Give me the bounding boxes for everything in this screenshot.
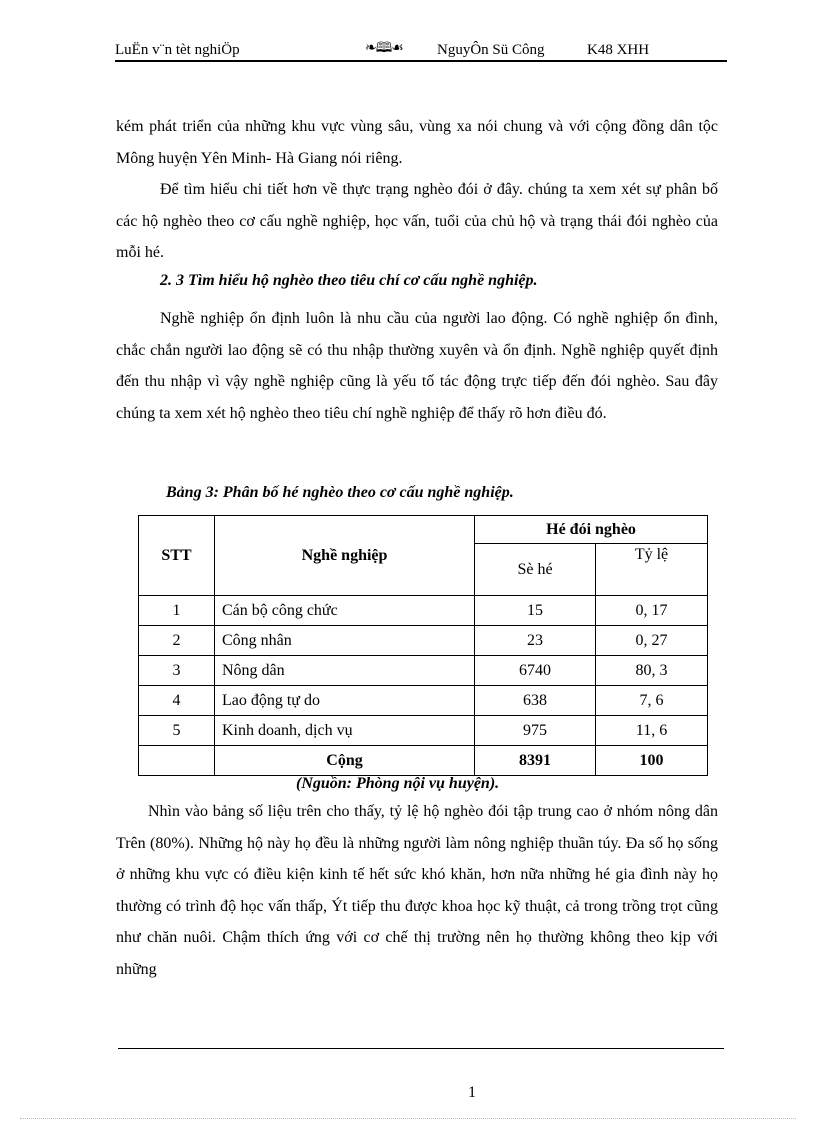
total-label: Cộng: [214, 746, 474, 776]
row-count: 15: [475, 596, 596, 626]
table-row: [139, 596, 708, 626]
row-occupation: Nông dân: [214, 656, 474, 686]
row-stt: 3: [139, 656, 215, 686]
table-row: [139, 716, 708, 746]
class-code: K48 XHH: [587, 42, 650, 58]
header-poor-households: Hé đói nghèo: [475, 516, 708, 544]
thesis-title: LuËn v¨n tèt nghiÖp: [115, 42, 240, 58]
paragraph-3: Nghề nghiệp ổn định luôn là nhu cầu của người lao động. Có nghề nghiệp ổn đình, chắc chắn người lao động sẽ có thu nhập thường xuyên và ổn định. Nghề nghiệp quyết định đến thu nhập vì vậy nghề nghiệp cũng là yếu tố tác động trực tiếp đến đói nghèo. Sau đây chúng ta xem xét hộ nghèo theo tiêu chí nghề nghiệp để thấy rõ hơn điều đó.: [116, 310, 718, 422]
row-occupation: Công nhân: [214, 626, 474, 656]
total-rate: 100: [596, 746, 708, 776]
ornament-icon: ❧🕮☙: [365, 41, 403, 56]
row-stt: 1: [139, 596, 215, 626]
total-row: [139, 746, 708, 776]
header-occupation: Nghề nghiệp: [214, 516, 474, 596]
row-occupation: Cán bộ công chức: [214, 596, 474, 626]
row-count: 23: [475, 626, 596, 656]
row-rate: 0, 17: [596, 596, 708, 626]
table-source: (Nguồn: Phòng nội vụ huyện).: [296, 775, 500, 792]
row-stt: 5: [139, 716, 215, 746]
table-row: [139, 626, 708, 656]
page-bottom-dotted-line: [20, 1118, 796, 1119]
page-header: [115, 38, 727, 62]
paragraph-1: kém phát triển của những khu vực vùng sâu, vùng xa nói chung và với cộng đồng dân tộc Mông huyện Yên Minh- Hà Giang nói riêng.: [116, 118, 718, 167]
total-count: 8391: [475, 746, 596, 776]
footer-divider: [118, 1048, 724, 1049]
paragraph-4: Nhìn vào bảng số liệu trên cho thấy, tỷ lệ hộ nghèo đói tập trung cao ở nhóm nông dân Trên (80%). Những hộ này họ đều là những người làm nông nghiệp thuần túy. Đa số họ sống ở những khu vực có điều kiện kinh tế hết sức khó khăn, hơn nữa những hé gia đình này họ thường có trình độ học vấn thấp, Ýt tiếp thu được khoa học kỹ thuật, cả trong trồng trọt cũng như chăn nuôi. Chậm thích ứng với cơ chế thị trường nên họ thường không theo kịp với những: [116, 803, 718, 978]
section-title: 2. 3 Tìm hiểu hộ nghèo theo tiêu chí cơ cấu nghề nghiệp.: [160, 272, 538, 289]
row-rate: 11, 6: [596, 716, 708, 746]
row-rate: 80, 3: [596, 656, 708, 686]
row-stt: 4: [139, 686, 215, 716]
paragraph-2: Để tìm hiểu chi tiết hơn về thực trạng nghèo đói ở đây. chúng ta xem xét sự phân bố các hộ nghèo theo cơ cấu nghề nghiệp, học vấn, tuổi của chủ hộ và trạng thái đói nghèo của mỗi hé.: [116, 181, 718, 261]
table-row: [139, 686, 708, 716]
header-stt: STT: [139, 516, 215, 596]
row-count: 975: [475, 716, 596, 746]
table-caption: Bảng 3: Phân bố hé nghèo theo cơ cấu nghề nghiệp.: [166, 484, 514, 501]
row-occupation: Kinh doanh, dịch vụ: [214, 716, 474, 746]
page-number: 1: [468, 1084, 476, 1101]
row-count: 6740: [475, 656, 596, 686]
occupation-table: [138, 515, 708, 776]
row-occupation: Lao động tự do: [214, 686, 474, 716]
table-row: [139, 656, 708, 686]
header-count: Sè hé: [475, 544, 596, 596]
row-rate: 7, 6: [596, 686, 708, 716]
row-count: 638: [475, 686, 596, 716]
author-name: NguyÔn Sü Công: [437, 42, 545, 58]
row-rate: 0, 27: [596, 626, 708, 656]
header-rate: Tỷ lệ: [596, 544, 708, 596]
row-stt: 2: [139, 626, 215, 656]
